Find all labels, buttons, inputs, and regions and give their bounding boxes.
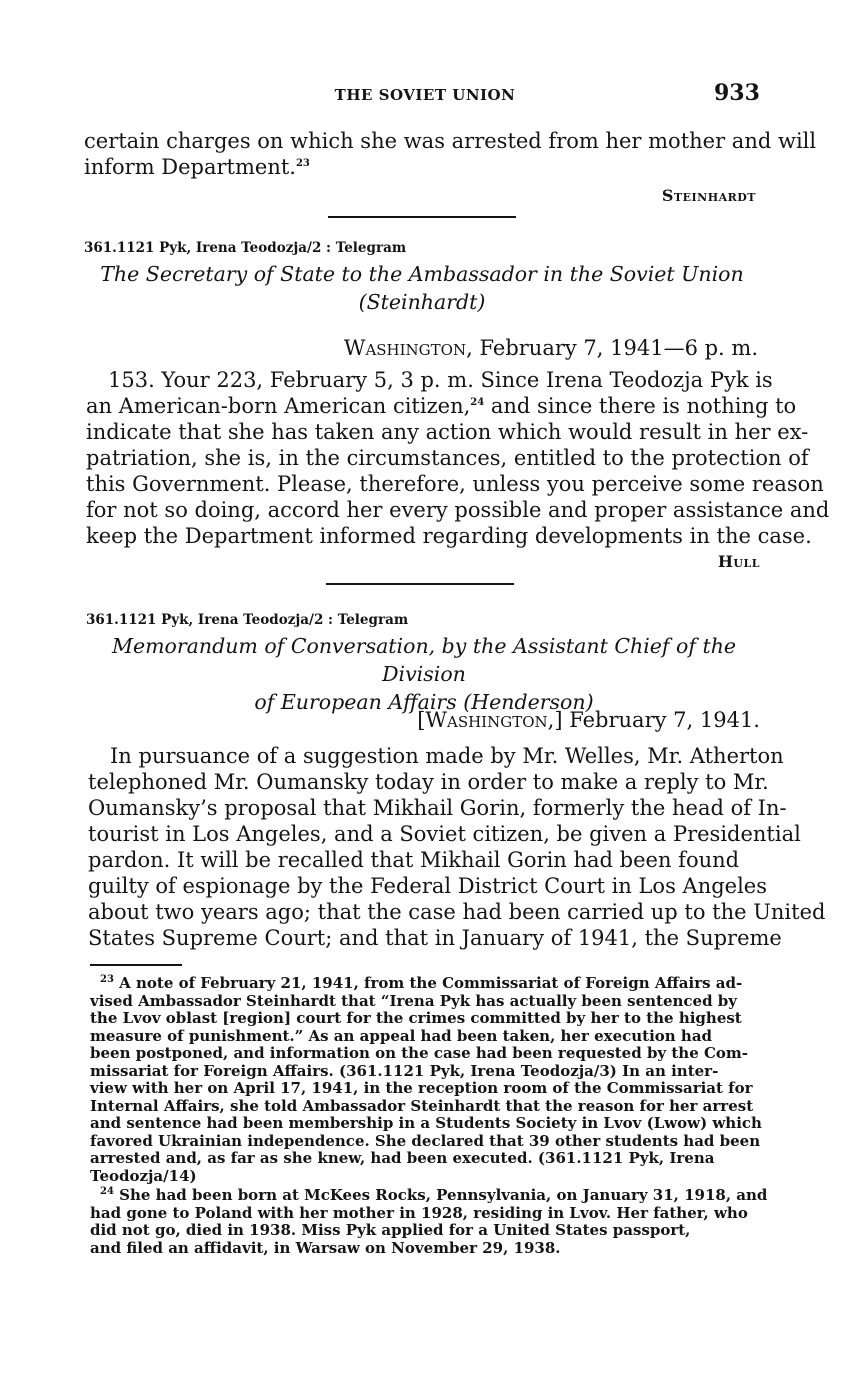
body-line: 153. Your 223, February 5, 3 p. m. Since Irena Teodozja Pyk is xyxy=(108,368,773,392)
footnote-line: favored Ukrainian independence. She declared that 39 other students had been xyxy=(90,1131,761,1150)
body-line: Oumansky’s proposal that Mikhail Gorin, formerly the head of In- xyxy=(88,796,787,820)
footnote-23 xyxy=(90,975,764,1185)
footnote-line: Teodozja/14) xyxy=(90,1166,197,1185)
footnote-line: the Lvov oblast [region] court for the crimes committed by her to the highest xyxy=(90,1009,742,1027)
footnote-line: $^{24}$ She had been born at McKees Rocks, Pennsylvania, on January 31, 1918, and xyxy=(100,1186,768,1204)
footnote-mark-23: 23 xyxy=(100,974,114,985)
body-line: patriation, she is, in the circumstances, entitled to the protection of xyxy=(86,446,809,470)
heading-line-1: Memorandum of Conversation, by the Assistant Chief of the Division xyxy=(111,634,737,686)
footnote-line: $^{23}$ A note of February 21, 1941, from the Commissariat of Foreign Affairs ad- xyxy=(100,974,743,992)
body-line: indicate that she has taken any action which would result in her ex- xyxy=(86,420,809,444)
continuation-line-2: inform Department.$^{23}$ xyxy=(84,155,310,179)
document-heading xyxy=(84,260,760,316)
footnote-line: and sentence had been membership in a Students Society in Lvov (Lwow) which xyxy=(90,1114,762,1132)
dateline-date: February 7, 1941—6 p. m. xyxy=(479,336,758,360)
continuation-line-1: certain charges on which she was arrested from her mother and will xyxy=(84,129,817,153)
signature-steinhardt: Steinhardt xyxy=(661,186,756,205)
footnote-ref-23: 23 xyxy=(295,158,310,169)
continuation-text xyxy=(84,128,817,180)
heading-line-2: of European Affairs (Henderson) xyxy=(254,690,594,714)
heading-line-2: (Steinhardt) xyxy=(358,290,486,314)
section-divider xyxy=(326,583,514,585)
section-divider xyxy=(328,216,516,218)
body-line: telephoned Mr. Oumansky today in order to make a reply to Mr. xyxy=(88,770,769,794)
footnote-line: arrested and, as far as she knew, had been executed. (361.1121 Pyk, Irena xyxy=(90,1149,715,1167)
footnote-line: been postponed, and information on the case had been requested by the Com- xyxy=(90,1044,749,1062)
page-number: 933 xyxy=(714,80,760,106)
body-line: guilty of espionage by the Federal District Court in Los Angeles xyxy=(88,874,768,898)
footnote-divider xyxy=(90,964,182,966)
body-line: this Government. Please, therefore, unless you perceive some reason xyxy=(86,472,824,496)
footnote-line: had gone to Poland with her mother in 1928, residing in Lvov. Her father, who xyxy=(90,1203,748,1222)
document-heading xyxy=(86,632,762,716)
running-title: THE SOVIET UNION xyxy=(334,86,516,104)
footnote-24 xyxy=(90,1186,768,1257)
footnote-line: measure of punishment.” As an appeal had been taken, her execution had xyxy=(90,1026,713,1045)
footnote-line: and filed an affidavit, in Warsaw on November 29, 1938. xyxy=(90,1238,561,1257)
heading-line-1: The Secretary of State to the Ambassador in the Soviet Union xyxy=(100,262,744,286)
body-line: keep the Department informed regarding developments in the case. xyxy=(86,524,812,548)
body-line: tourist in Los Angeles, and a Soviet citizen, be given a Presidential xyxy=(88,822,801,846)
footnote-line: Internal Affairs, she told Ambassador Steinhardt that the reason for her arrest xyxy=(90,1096,754,1115)
footnote-ref-24: 24 xyxy=(470,397,485,408)
dateline-date: February 7, 1941. xyxy=(569,708,760,732)
dateline xyxy=(417,708,760,732)
signature-hull: Hull xyxy=(717,552,760,571)
body-line: In pursuance of a suggestion made by Mr. Welles, Mr. Atherton xyxy=(110,744,784,768)
footnote-line: missariat for Foreign Affairs. (361.1121 Pyk, Irena Teodozja/3) In an inter- xyxy=(90,1061,719,1080)
dateline xyxy=(344,336,758,360)
footnote-line: did not go, died in 1938. Miss Pyk applied for a United States passport, xyxy=(90,1221,691,1239)
body-line: States Supreme Court; and that in January of 1941, the Supreme xyxy=(88,926,782,950)
body-line: about two years ago; that the case had been carried up to the United xyxy=(88,900,826,924)
memorandum-body xyxy=(88,743,826,951)
file-reference: 361.1121 Pyk, Irena Teodozja/2 : Telegram xyxy=(86,612,409,628)
file-reference: 361.1121 Pyk, Irena Teodozja/2 : Telegram xyxy=(84,240,407,256)
footnote-line: vised Ambassador Steinhardt that “Irena Pyk has actually been sentenced by xyxy=(90,991,737,1010)
telegram-body xyxy=(86,367,830,549)
footnote-mark-24: 24 xyxy=(100,1186,114,1197)
body-line: an American-born American citizen,$^{24}$ and since there is nothing to xyxy=(86,394,797,418)
dateline-place: Washington, xyxy=(343,336,473,360)
body-line: pardon. It will be recalled that Mikhail Gorin had been found xyxy=(88,848,740,872)
dateline-place: [Washington,] xyxy=(417,708,563,732)
footnote-line: view with her on April 17, 1941, in the reception room of the Commissariat for xyxy=(90,1079,753,1097)
body-line: for not so doing, accord her every possible and proper assistance and xyxy=(86,498,830,522)
